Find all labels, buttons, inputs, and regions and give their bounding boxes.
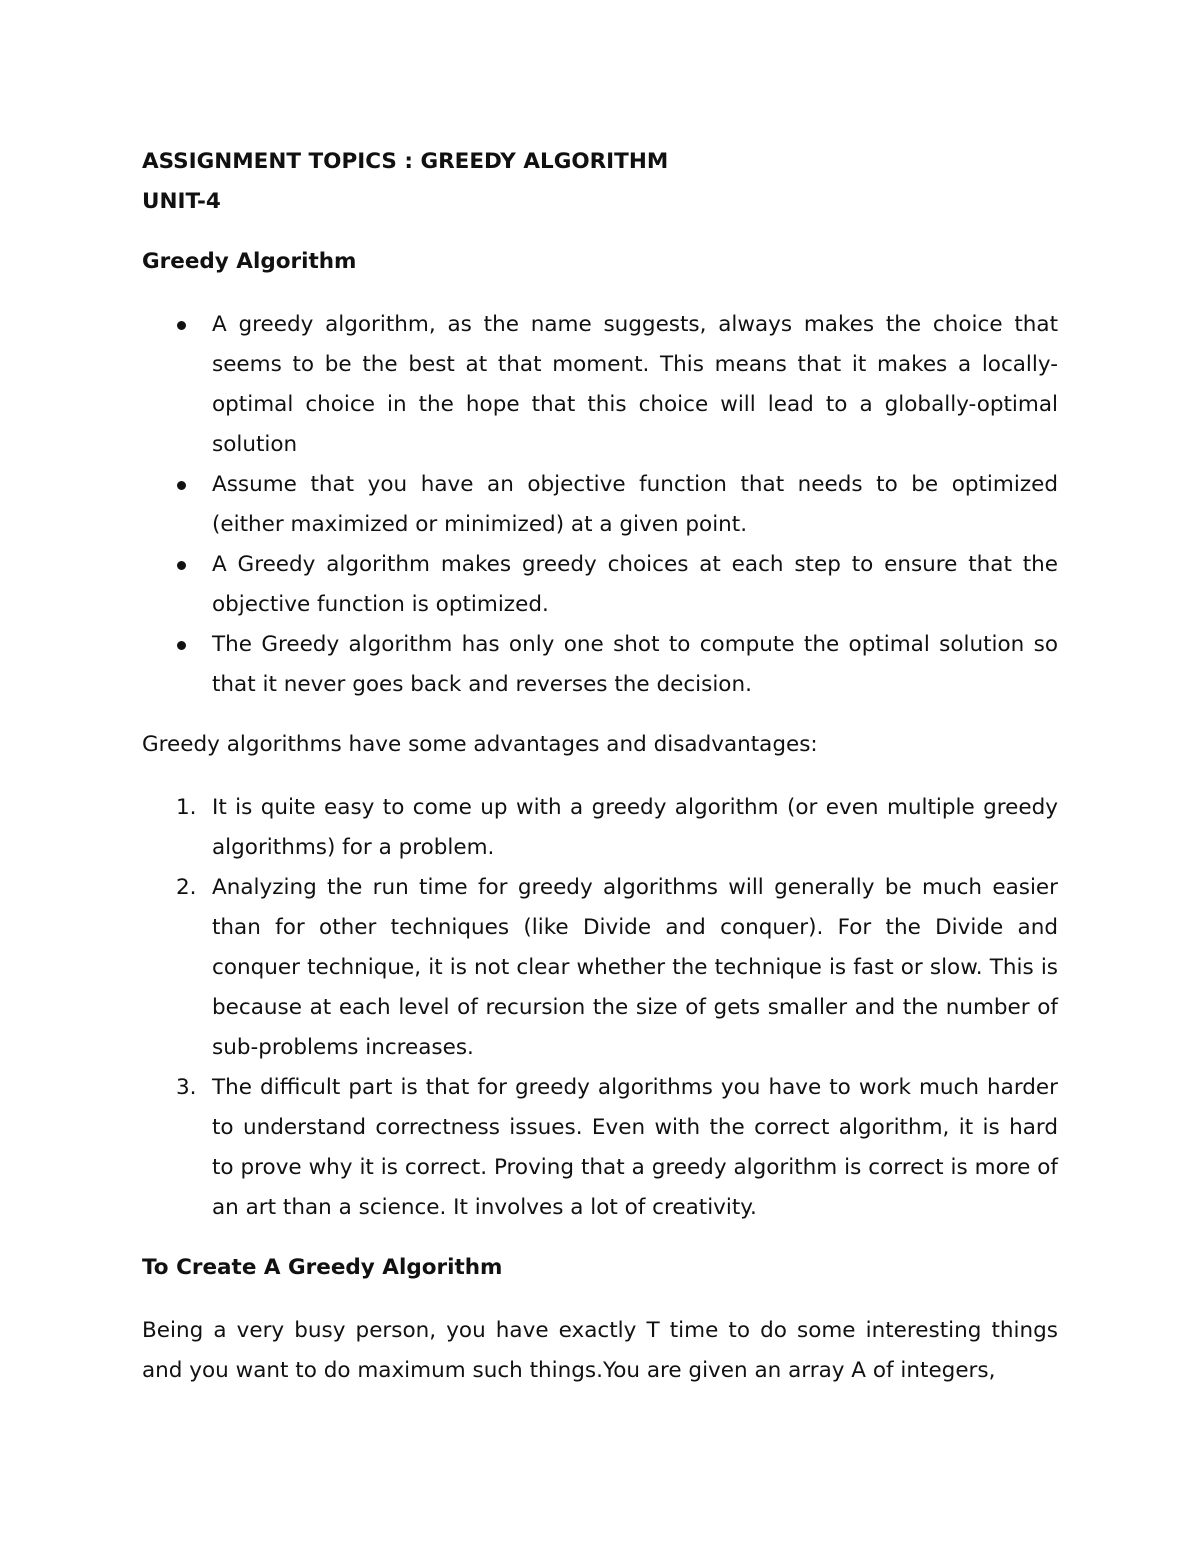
body-paragraph: Being a very busy person, you have exactly T time to do some interesting things and you want to do maximum such things.You are given an array A of integers, [142,1318,1058,1383]
list-item [142,545,1058,625]
advantages-intro: Greedy algorithms have some advantages and disadvantages: [142,732,818,757]
list-item [142,305,1058,465]
document-page [142,142,1058,1391]
list-item-text: Analyzing the run time for greedy algorithms will generally be much easier than for other techniques (like Divide and conquer). For the Divide and conquer technique, it is not clear whether the technique is fast or slow. This is because at each level of recursion the size of gets smaller and the number of sub-problems increases. [212,875,1058,1060]
list-number: 2. [176,875,197,900]
list-number: 3. [176,1075,197,1100]
section-heading-create-greedy: To Create A Greedy Algorithm [142,1255,503,1280]
section-heading-greedy-algorithm: Greedy Algorithm [142,249,357,274]
list-item-text: The Greedy algorithm has only one shot to compute the optimal solution so that it never goes back and reverses the decision. [212,632,1058,697]
list-item-text: The difficult part is that for greedy algorithms you have to work much harder to understand correctness issues. Even with the correct algorithm, it is hard to prove why it is correct. Proving that a greedy algorithm is correct is more of an art than a science. It involves a lot of creativity. [212,1075,1058,1220]
list-item-text: A greedy algorithm, as the name suggests, always makes the choice that seems to be the best at that moment. This means that it makes a locally-optimal choice in the hope that this choice will lead to a globally-optimal solution [212,312,1058,457]
bullet-icon [177,321,186,330]
list-item [142,788,1058,868]
numbered-list [142,788,1058,1228]
bullet-icon [177,561,186,570]
bullet-list [142,305,1058,705]
bullet-icon [177,641,186,650]
list-item-text: A Greedy algorithm makes greedy choices at each step to ensure that the objective function is optimized. [212,552,1058,617]
list-item [142,1068,1058,1228]
list-item [142,868,1058,1068]
list-item [142,465,1058,545]
list-number: 1. [176,795,197,820]
bullet-icon [177,481,186,490]
list-item-text: It is quite easy to come up with a greedy algorithm (or even multiple greedy algorithms) for a problem. [212,795,1058,860]
list-item-text: Assume that you have an objective function that needs to be optimized (either maximized or minimized) at a given point. [212,472,1058,537]
document-title: ASSIGNMENT TOPICS : GREEDY ALGORITHM [142,149,669,174]
unit-label: UNIT-4 [142,189,221,214]
list-item [142,625,1058,705]
